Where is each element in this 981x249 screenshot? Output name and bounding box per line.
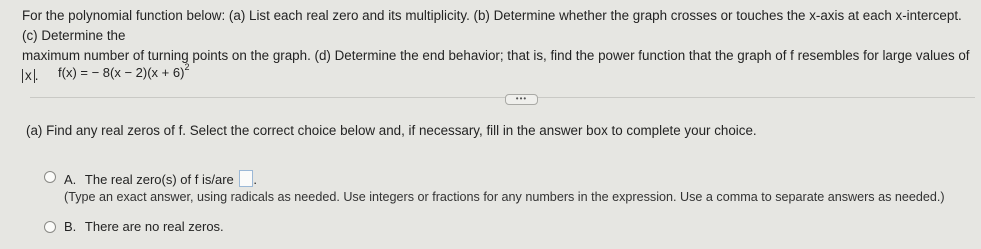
expand-more-button[interactable]: •••	[505, 94, 538, 105]
choice-b-text: There are no real zeros.	[84, 219, 224, 234]
problem-period: .	[34, 68, 39, 83]
absolute-value-x: x	[22, 69, 35, 83]
choice-a	[64, 170, 257, 187]
choice-b-radio[interactable]	[44, 221, 56, 233]
section-divider	[30, 97, 975, 98]
choice-a-letter: A.	[64, 172, 77, 187]
choice-a-text: The real zero(s) of f is/are	[84, 172, 234, 187]
answer-input-box[interactable]	[239, 170, 253, 187]
function-base: f(x) = − 8(x − 2)(x + 6)	[58, 65, 185, 80]
choice-b-letter: B.	[64, 219, 77, 234]
problem-line-2: maximum number of turning points on the graph. (d) Determine the end behavior; that is, find the power function that the graph of f resembles for large values of	[22, 48, 970, 63]
function-expression	[58, 62, 189, 80]
function-exponent: 2	[184, 62, 190, 72]
choice-b	[64, 219, 224, 234]
choice-a-period: .	[253, 172, 257, 187]
problem-line-1: For the polynomial function below: (a) List each real zero and its multiplicity. (b) Determine whether the graph crosses or touches the x-axis at each x-intercept. (c) Determine the	[22, 8, 962, 43]
choice-a-radio[interactable]	[44, 171, 56, 183]
answer-format-hint: (Type an exact answer, using radicals as needed. Use integers or fractions for any numbers in the expression. Use a comma to separate answers as needed.)	[64, 190, 945, 204]
part-a-prompt: (a) Find any real zeros of f. Select the correct choice below and, if necessary, fill in the answer box to complete your choice.	[26, 123, 757, 138]
